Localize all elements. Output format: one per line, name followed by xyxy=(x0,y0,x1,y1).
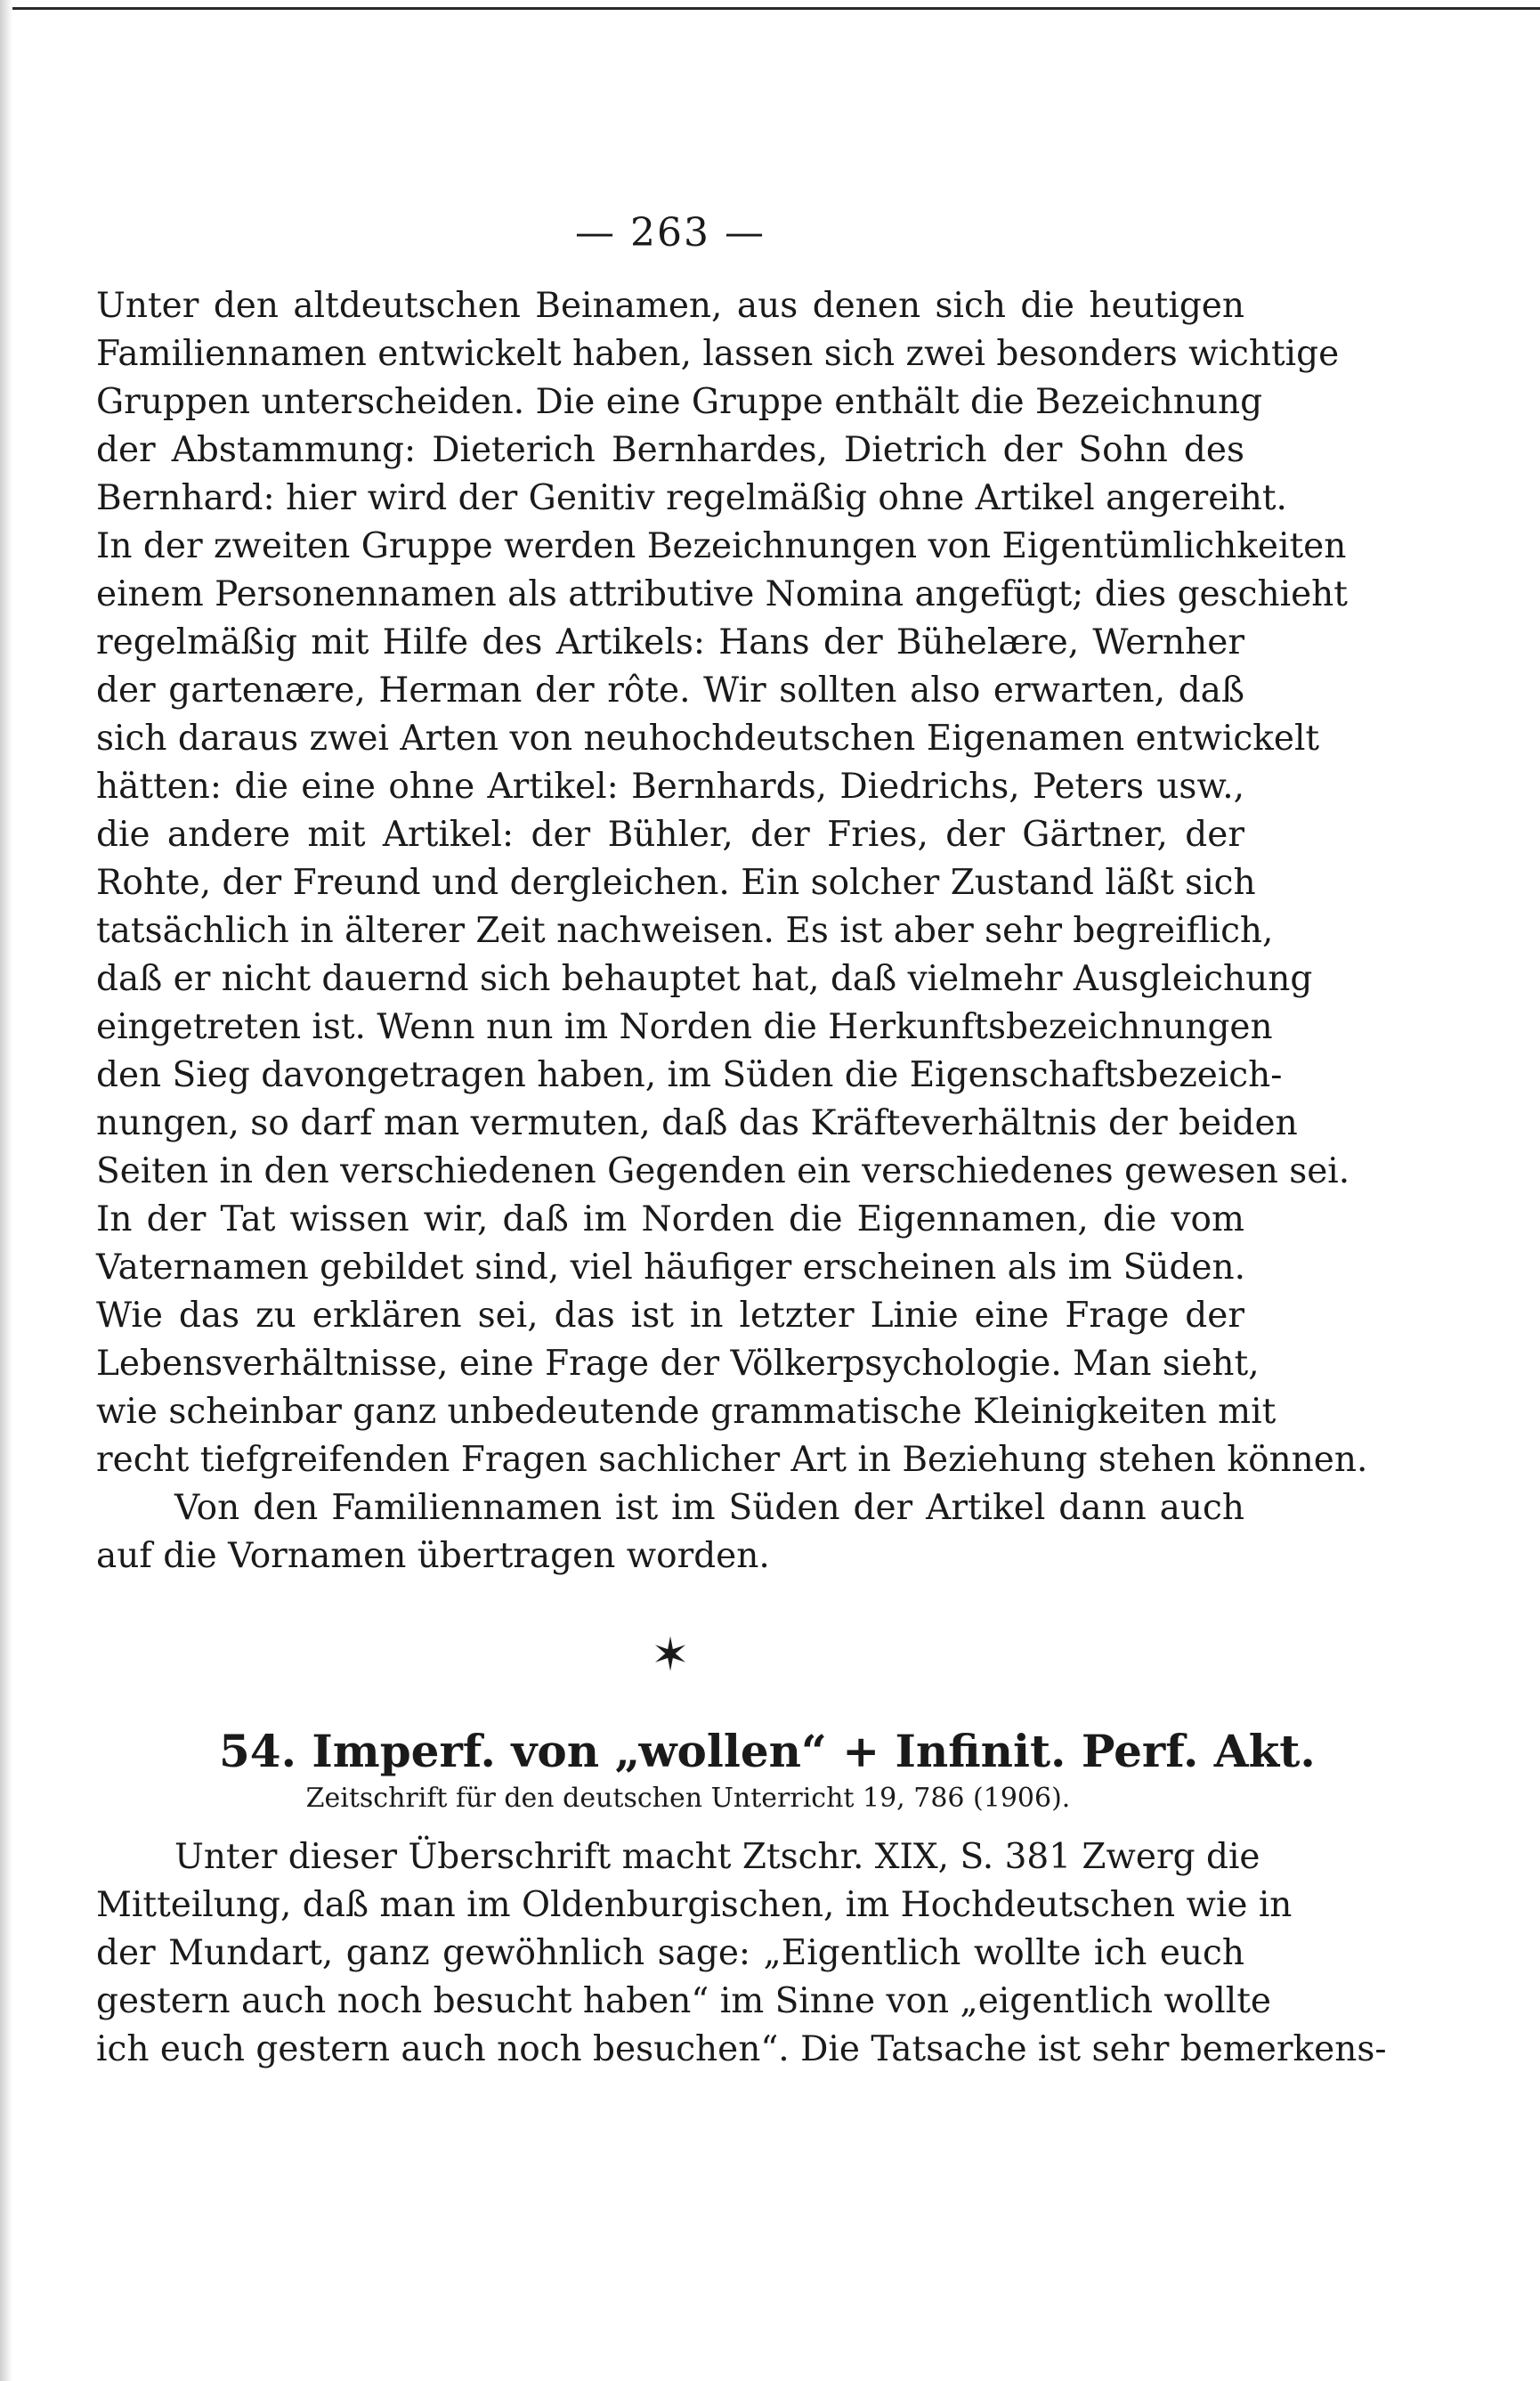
text-line: tatsächlich in älterer Zeit nachweisen. Es ist aber sehr begreiflich, xyxy=(96,911,1274,951)
text-line: Unter dieser Überschrift macht Ztschr. XIX, S. 381 Zwerg die xyxy=(174,1837,1260,1877)
text-line: In der zweiten Gruppe werden Bezeichnungen von Eigentümlichkeiten xyxy=(96,526,1347,566)
section-heading: 54. Imperf. von „wollen“ + Infinit. Perf. Akt. xyxy=(219,1725,1316,1777)
text-line: Rohte, der Freund und dergleichen. Ein solcher Zustand läßt sich xyxy=(96,863,1256,903)
text-line: ich euch gestern auch noch besuchen“. Die Tatsache ist sehr bemerkens- xyxy=(96,2029,1387,2069)
text-line: Gruppen unterscheiden. Die eine Gruppe enthält die Bezeichnung xyxy=(96,382,1263,422)
text-line: der Mundart, ganz gewöhnlich sage: „Eigentlich wollte ich euch xyxy=(96,1933,1244,1973)
text-line: daß er nicht dauernd sich behauptet hat, daß vielmehr Ausgleichung xyxy=(96,959,1313,999)
paragraph-2 xyxy=(96,1484,1244,1581)
section-divider-asterisk: ✶ xyxy=(651,1629,690,1682)
text-line: auf die Vornamen übertragen worden. xyxy=(96,1536,770,1576)
text-line: Unter den altdeutschen Beinamen, aus denen sich die heutigen xyxy=(96,286,1244,326)
text-line: eingetreten ist. Wenn nun im Norden die Herkunftsbezeichnungen xyxy=(96,1007,1273,1047)
page-top-edge xyxy=(0,7,1540,10)
book-page xyxy=(96,210,1387,2074)
text-line: der Abstammung: Dieterich Bernhardes, Dietrich der Sohn des xyxy=(96,430,1244,470)
text-line: die andere mit Artikel: der Bühler, der Fries, der Gärtner, der xyxy=(96,815,1244,855)
text-line: gestern auch noch besucht haben“ im Sinne von „eigentlich wollte xyxy=(96,1981,1271,2021)
paragraph-1 xyxy=(96,282,1368,1484)
text-line: der gartenære, Herman der rôte. Wir sollten also erwarten, daß xyxy=(96,670,1244,711)
text-line: Mitteilung, daß man im Oldenburgischen, im Hochdeutschen wie in xyxy=(96,1885,1293,1925)
text-line: nungen, so darf man vermuten, daß das Kräfteverhältnis der beiden xyxy=(96,1103,1298,1143)
text-line: sich daraus zwei Arten von neuhochdeutschen Eigenamen entwickelt xyxy=(96,719,1320,759)
page-number: — 263 — xyxy=(575,210,766,256)
text-line: Wie das zu erklären sei, das ist in letzter Linie eine Frage der xyxy=(96,1296,1244,1336)
paragraph-3 xyxy=(96,1833,1387,2074)
text-line: wie scheinbar ganz unbedeutende grammatische Kleinigkeiten mit xyxy=(96,1392,1277,1432)
text-line: einem Personennamen als attributive Nomina angefügt; dies geschieht xyxy=(96,574,1348,614)
text-line: In der Tat wissen wir, daß im Norden die Eigennamen, die vom xyxy=(96,1199,1244,1239)
source-citation: Zeitschrift für den deutschen Unterricht 19, 786 (1906). xyxy=(305,1783,1071,1814)
page-left-shadow xyxy=(0,0,12,2381)
text-line: Familiennamen entwickelt haben, lassen sich zwei besonders wichtige xyxy=(96,334,1340,374)
text-line: Lebensverhältnisse, eine Frage der Völkerpsychologie. Man sieht, xyxy=(96,1344,1260,1384)
text-line: Seiten in den verschiedenen Gegenden ein verschiedenes gewesen sei. xyxy=(96,1151,1350,1191)
text-line: Bernhard: hier wird der Genitiv regelmäßig ohne Artikel angereiht. xyxy=(96,478,1287,518)
text-line: Vaternamen gebildet sind, viel häufiger erscheinen als im Süden. xyxy=(96,1247,1245,1288)
text-line: regelmäßig mit Hilfe des Artikels: Hans der Bühelære, Wernher xyxy=(96,622,1244,662)
text-line: den Sieg davongetragen haben, im Süden die Eigenschaftsbezeich- xyxy=(96,1055,1283,1095)
text-line: Von den Familiennamen ist im Süden der Artikel dann auch xyxy=(174,1488,1244,1528)
text-line: recht tiefgreifenden Fragen sachlicher Art in Beziehung stehen können. xyxy=(96,1440,1368,1480)
text-line: hätten: die eine ohne Artikel: Bernhards, Diedrichs, Peters usw., xyxy=(96,767,1244,807)
